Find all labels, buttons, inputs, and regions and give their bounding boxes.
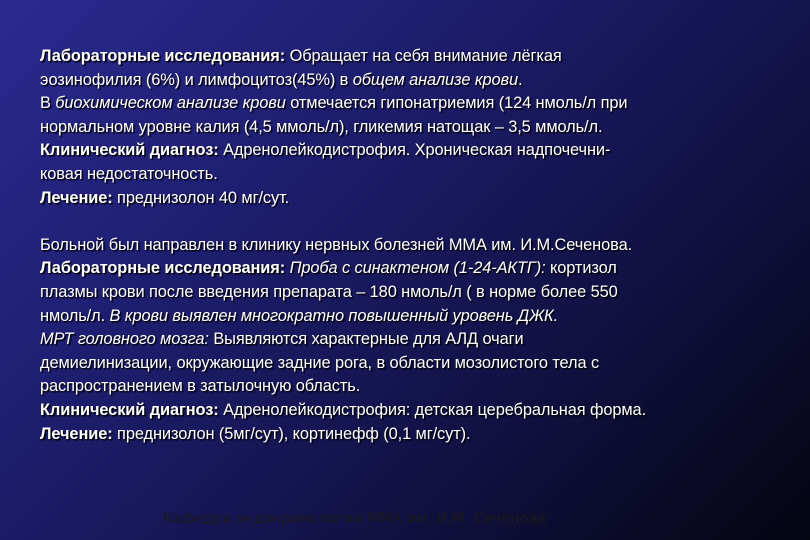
- text-line: [40, 45, 780, 69]
- text-span: нормальном уровне калия (4,5 ммоль/л), гликемия натощак – 3,5 ммоль/л.: [40, 117, 603, 136]
- text-span: отмечается гипонатриемия (124 нмоль/л при: [285, 94, 628, 113]
- text-line: [40, 139, 780, 163]
- text-line: [40, 352, 780, 376]
- text-line: [40, 399, 780, 423]
- text-span: ковая недостаточность.: [40, 164, 218, 183]
- text-line: [40, 257, 780, 281]
- text-line: [40, 187, 780, 211]
- text-span: Больной был направлен в клинику нервных болезней ММА им. И.М.Сеченова.: [40, 235, 633, 254]
- text-line: [40, 328, 780, 352]
- text-span: преднизолон (5мг/сут), кортинефф (0,1 мг/сут).: [112, 424, 471, 443]
- text-span: Выявляются характерные для АЛД очаги: [208, 330, 524, 349]
- text-span: В: [40, 94, 56, 113]
- footer-department: Кафедра эндокринологии ММА им. И.М. Сеченова: [163, 511, 547, 527]
- text-line: [40, 375, 780, 399]
- treatment-label: Лечение:: [40, 188, 113, 207]
- text-span: Адренолейкодистрофия: детская церебральная форма.: [218, 400, 647, 419]
- text-span: распространением в затылочную область.: [40, 377, 361, 396]
- text-span: кортизол: [545, 259, 617, 278]
- text-line: [40, 116, 780, 140]
- text-line: [40, 281, 780, 305]
- italic-span: Проба с синактеном (1-24-АКТГ):: [285, 259, 546, 278]
- italic-span: общем анализе крови: [352, 70, 518, 89]
- text-line: [40, 234, 780, 258]
- text-line: [40, 423, 780, 447]
- diagnosis-label: Клинический диагноз:: [40, 141, 219, 160]
- treatment-label: Лечение:: [40, 424, 113, 443]
- lab-label: Лабораторные исследования:: [40, 259, 286, 278]
- text-span: преднизолон 40 мг/сут.: [112, 188, 290, 207]
- case-description: [40, 45, 780, 446]
- text-span: эозинофилия (6%) и лимфоцитоз(45%) в: [40, 70, 353, 89]
- lab-label: Лабораторные исследования:: [40, 47, 286, 65]
- text-span: плазмы крови после введения препарата – 180 нмоль/л ( в норме более 550: [40, 282, 618, 301]
- diagnosis-label: Клинический диагноз:: [40, 400, 219, 419]
- text-span: демиелинизации, окружающие задние рога, в области мозолистого тела с: [40, 353, 600, 372]
- mri-label: МРТ головного мозга:: [40, 330, 209, 349]
- text-span: Адренолейкодистрофия. Хроническая надпочечни-: [218, 141, 611, 160]
- spacer: [40, 210, 780, 234]
- text-span: .: [518, 70, 523, 89]
- text-line: [40, 305, 780, 329]
- text-line: [40, 92, 780, 116]
- text-line: [40, 163, 780, 187]
- italic-span: В крови выявлен многократно повышенный уровень ДЖК.: [105, 306, 559, 325]
- text-span: Обращает на себя внимание лёгкая: [285, 47, 562, 65]
- text-line: [40, 69, 780, 93]
- italic-span: биохимическом анализе крови: [55, 94, 286, 113]
- text-span: нмоль/л.: [40, 306, 106, 325]
